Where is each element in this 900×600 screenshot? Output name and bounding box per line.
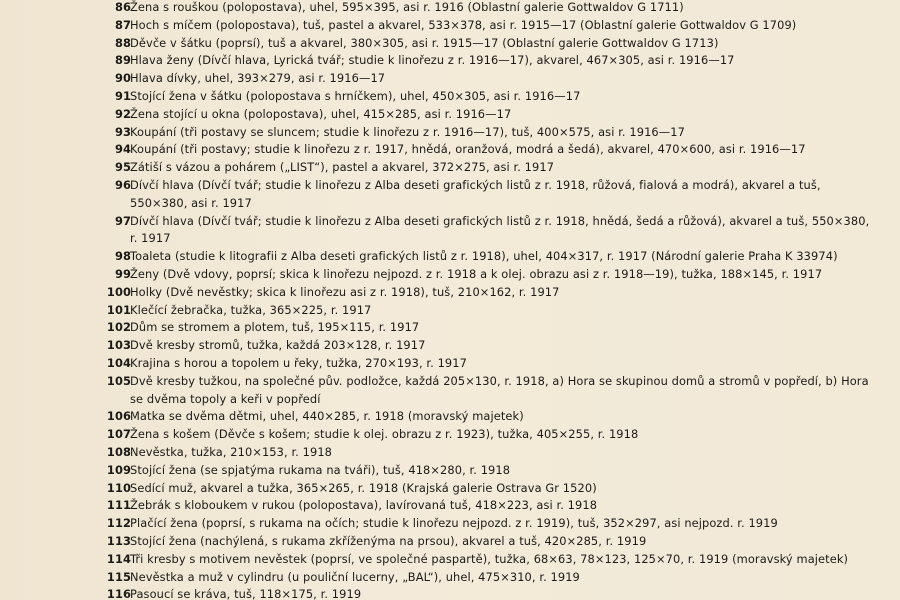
entry-number: 91 <box>114 88 131 103</box>
catalog-entry <box>100 106 880 124</box>
entry-text: Dům se stromem a plotem, tuš, 195×115, r. 1917 <box>130 320 420 335</box>
catalog-entry <box>100 373 880 409</box>
catalog-entry <box>100 213 880 249</box>
catalog-entry <box>100 52 880 70</box>
entry-number: 100 <box>106 284 131 299</box>
entry-text: Koupání (tři postavy; studie k linořezu z r. 1917, hnědá, oranžová, modrá a šedá), akvarel, 470×600, asi r. 1916—17 <box>130 142 806 157</box>
catalog-entry <box>100 533 880 551</box>
entry-number: 99 <box>114 266 131 281</box>
catalog-entry <box>100 141 880 159</box>
entry-number: 93 <box>114 124 131 139</box>
entry-text: Nevěstka, tužka, 210×153, r. 1918 <box>130 444 333 459</box>
catalog-entry <box>100 124 880 142</box>
entry-text: Sedící muž, akvarel a tužka, 365×265, r. 1918 (Krajská galerie Ostrava Gr 1520) <box>130 480 597 495</box>
catalog-entry <box>100 248 880 266</box>
catalog-entry <box>100 319 880 337</box>
entry-text: Hlava dívky, uhel, 393×279, asi r. 1916—17 <box>130 71 386 86</box>
catalog-entry <box>100 302 880 320</box>
entry-number: 87 <box>114 17 131 32</box>
entry-text: Dvě kresby stromů, tužka, každá 203×128, r. 1917 <box>130 338 426 353</box>
entry-number: 115 <box>106 569 131 584</box>
catalog-entry <box>100 569 880 587</box>
entry-text: Matka se dvěma dětmi, uhel, 440×285, r. 1918 (moravský majetek) <box>130 409 524 424</box>
entry-text: Děvče v šátku (poprsí), tuš a akvarel, 380×305, asi r. 1915—17 (Oblastní galerie Gottwaldov G 1713) <box>130 35 719 50</box>
entry-text: Stojící žena v šátku (polopostava s hrníčkem), uhel, 450×305, asi r. 1916—17 <box>130 88 581 103</box>
entry-number: 89 <box>114 53 131 68</box>
entry-text: Plačící žena (poprsí, s rukama na očích; studie k linořezu nejpozd. z r. 1919), tuš, 352×297, asi nejpozd. r. 1919 <box>130 516 778 531</box>
entry-number: 101 <box>106 302 131 317</box>
catalog-entry <box>100 462 880 480</box>
entry-number: 116 <box>106 587 131 600</box>
entry-number: 92 <box>114 106 131 121</box>
entry-number: 104 <box>106 355 131 370</box>
catalog-list <box>100 0 880 600</box>
entry-number: 110 <box>106 480 131 495</box>
entry-text: Žena stojící u okna (polopostava), uhel, 415×285, asi r. 1916—17 <box>130 106 512 121</box>
entry-number: 95 <box>114 160 131 175</box>
entry-text: Dívčí hlava (Dívčí tvář; studie k linořezu z Alba deseti grafických listů z r. 1918, hnědá, šedá a růžová), akvarel a tuš, 550×380, r. 1917 <box>130 213 870 246</box>
entry-text: Žebrák s kloboukem v rukou (polopostava), lavírovaná tuš, 418×223, asi r. 1918 <box>130 498 598 513</box>
catalog-entry <box>100 497 880 515</box>
entry-number: 88 <box>114 35 131 50</box>
entry-number: 114 <box>106 551 131 566</box>
entry-number: 86 <box>114 0 131 14</box>
entry-number: 106 <box>106 409 131 424</box>
entry-text: Stojící žena (nachýlená, s rukama zkříženýma na prsou), akvarel a tuš, 420×285, r. 1919 <box>130 533 647 548</box>
entry-number: 109 <box>106 462 131 477</box>
entry-number: 105 <box>106 373 131 388</box>
entry-text: Tři kresby s motivem nevěstek (poprsí, ve společné paspartě), tužka, 68×63, 78×123, 125×70, r. 1919 (moravský majetek) <box>130 551 849 566</box>
entry-number: 108 <box>106 444 131 459</box>
entry-number: 113 <box>106 533 131 548</box>
entry-text: Dvě kresby tužkou, na společné pův. podložce, každá 205×130, r. 1918, a) Hora se skupinou domů a stromů v popředí, b) Hora se dvěma topoly a keři v popředí <box>130 373 869 406</box>
entry-text: Žena s košem (Děvče s košem; studie k olej. obrazu z r. 1923), tužka, 405×255, r. 1918 <box>130 427 639 442</box>
catalog-entry <box>100 426 880 444</box>
catalog-entry <box>100 70 880 88</box>
entry-text: Dívčí hlava (Dívčí tvář; studie k linořezu z Alba deseti grafických listů z r. 1918, růžová, fialová a modrá), akvarel a tuš, 550×380, asi r. 1917 <box>130 177 821 210</box>
catalog-entry <box>100 515 880 533</box>
entry-number: 111 <box>106 498 131 513</box>
catalog-entry <box>100 0 880 17</box>
entry-number: 96 <box>114 177 131 192</box>
entry-number: 107 <box>106 427 131 442</box>
entry-number: 98 <box>114 249 131 264</box>
entry-text: Zátiší s vázou a pohárem („LIST“), pastel a akvarel, 372×275, asi r. 1917 <box>130 160 555 175</box>
entry-text: Holky (Dvě nevěstky; skica k linořezu asi z r. 1918), tuš, 210×162, r. 1917 <box>130 284 560 299</box>
catalog-entry <box>100 444 880 462</box>
catalog-entry <box>100 337 880 355</box>
entry-number: 97 <box>114 213 131 228</box>
catalog-entry <box>100 284 880 302</box>
entry-number: 103 <box>106 338 131 353</box>
entry-text: Toaleta (studie k litografii z Alba deseti grafických listů z r. 1918), uhel, 404×317, r. 1917 (Národní galerie Praha K 33974) <box>130 249 838 264</box>
catalog-entry <box>100 266 880 284</box>
entry-text: Ženy (Dvě vdovy, poprsí; skica k linořezu nejpozd. z r. 1918 a k olej. obrazu asi z r. 1918—19), tužka, 188×145, r. 1917 <box>130 266 823 281</box>
catalog-entry <box>100 355 880 373</box>
entry-number: 112 <box>106 516 131 531</box>
catalog-entry <box>100 17 880 35</box>
entry-text: Koupání (tři postavy se sluncem; studie k linořezu z r. 1916—17), tuš, 400×575, asi r. 1916—17 <box>130 124 685 139</box>
entry-text: Nevěstka a muž v cylindru (u pouliční lucerny, „BAL“), uhel, 475×310, r. 1919 <box>130 569 580 584</box>
entry-text: Pasoucí se kráva, tuš, 118×175, r. 1919 <box>130 587 362 600</box>
catalog-entry <box>100 159 880 177</box>
entry-text: Stojící žena (se spjatýma rukama na tváři), tuš, 418×280, r. 1918 <box>130 462 511 477</box>
entry-text: Žena s rouškou (polopostava), uhel, 595×395, asi r. 1916 (Oblastní galerie Gottwaldov G 1711) <box>130 0 684 14</box>
catalog-entry <box>100 480 880 498</box>
catalog-entry <box>100 408 880 426</box>
catalog-entry <box>100 88 880 106</box>
entry-text: Hlava ženy (Dívčí hlava, Lyrická tvář; studie k linořezu z r. 1916—17), akvarel, 467×305, asi r. 1916—17 <box>130 53 735 68</box>
entry-text: Klečící žebračka, tužka, 365×225, r. 1917 <box>130 302 372 317</box>
entry-number: 90 <box>114 71 131 86</box>
catalog-entry <box>100 177 880 213</box>
entry-text: Krajina s horou a topolem u řeky, tužka, 270×193, r. 1917 <box>130 355 467 370</box>
entry-text: Hoch s míčem (polopostava), tuš, pastel a akvarel, 533×378, asi r. 1915—17 (Oblastní galerie Gottwaldov G 1709) <box>130 17 797 32</box>
catalog-entry <box>100 35 880 53</box>
entry-number: 102 <box>106 320 131 335</box>
catalog-entry <box>100 551 880 569</box>
catalog-entry <box>100 586 880 600</box>
entry-number: 94 <box>114 142 131 157</box>
